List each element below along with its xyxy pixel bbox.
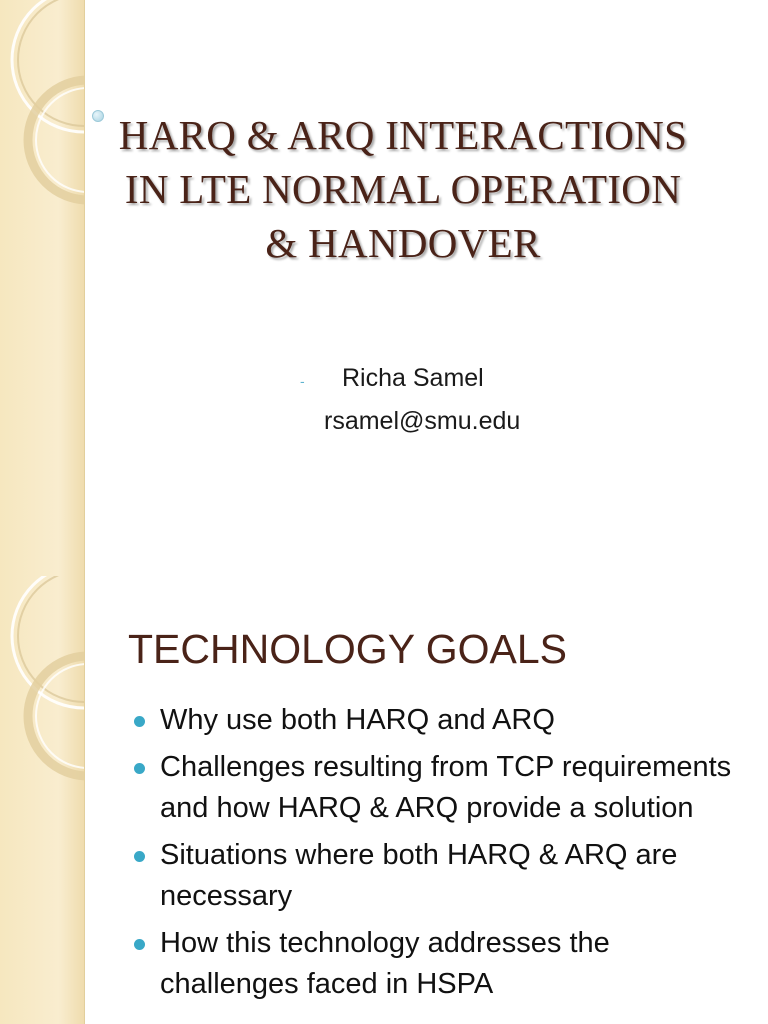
bullet-dot-icon — [134, 851, 145, 862]
title-line-3: & HANDOVER — [265, 220, 541, 266]
goals-slide — [0, 576, 768, 1024]
goals-list — [134, 700, 734, 1011]
presentation-title — [78, 108, 728, 270]
title-line-2: IN LTE NORMAL OPERATION — [124, 166, 682, 212]
list-item — [134, 747, 734, 829]
list-item — [134, 923, 734, 1005]
list-item-text: Why use both HARQ and ARQ — [160, 704, 555, 736]
title-line-1: HARQ & ARQ INTERACTIONS — [118, 112, 688, 158]
bullet-dot-icon — [134, 763, 145, 774]
list-item — [134, 700, 734, 741]
list-item-text: How this technology addresses the challenges faced in HSPA — [160, 927, 610, 1000]
decorative-rings-icon — [0, 576, 84, 1024]
decorative-rings-icon — [0, 0, 84, 576]
decorative-side-band — [0, 576, 85, 1024]
slide-title: TECHNOLOGY GOALS — [128, 626, 567, 672]
list-item-text: Situations where both HARQ & ARQ are necessary — [160, 839, 678, 912]
list-item — [134, 835, 734, 917]
author-email: rsamel@smu.edu — [324, 407, 521, 435]
list-item-text: Challenges resulting from TCP requirements and how HARQ & ARQ provide a solution — [160, 751, 732, 824]
author-row — [300, 358, 600, 401]
bullet-dot-icon — [134, 716, 145, 727]
bullet-dot-icon — [134, 939, 145, 950]
decorative-side-band — [0, 0, 85, 576]
author-dash: - — [300, 373, 305, 389]
author-block — [300, 358, 600, 441]
author-name: Richa Samel — [342, 364, 484, 392]
